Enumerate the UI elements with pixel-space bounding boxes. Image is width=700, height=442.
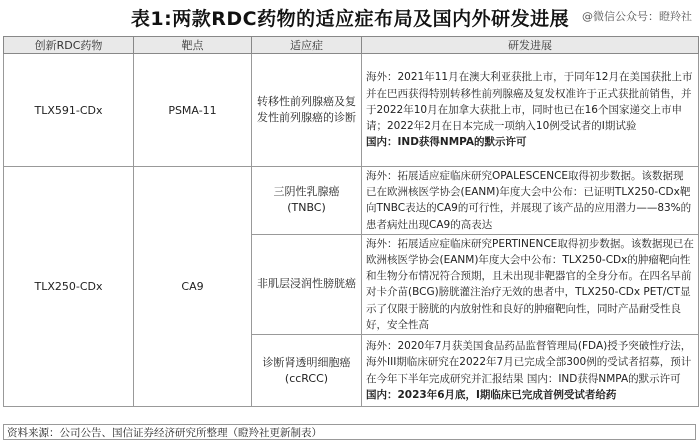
progress-overseas: 海外：拓展适应症临床研究PERTINENCE取得初步数据。该数据现已在欧洲核医学协会(EANM)年度大会中公布：TLX250-CDx的肿瘤靶向性和生物分布情况符合预期，且未出现非靶器官的全身分布。在四名早前对卡介苗(BCG)膀胱灌注治疗无效的患者中，TLX250-CDx PET/CT显示了仅限于膀胱的内放射性和良好的肿瘤靶向性，同时产品耐受性良好，安全性高: [366, 237, 694, 331]
progress-cell: [362, 234, 699, 334]
drug-cell: TLX250-CDx: [4, 167, 134, 407]
source-footnote: 资料来源：公司公告、国信证券经济研究所整理（瞪羚社更新制表）: [3, 424, 696, 440]
progress-overseas: 海外：拓展适应症临床研究OPALESCENCE取得初步数据。该数据现已在欧洲核医学协会(EANM)年度大会中公布：已证明TLX250-CDx靶向TNBC表达的CA9的可行性，并展现了该产品的应用潜力——83%的患者病灶出现CA9的高表达: [366, 170, 692, 231]
table-row: [4, 167, 699, 235]
header-indication: 适应症: [252, 37, 362, 54]
header-drug: 创新RDC药物: [4, 37, 134, 54]
header-target: 靶点: [134, 37, 252, 54]
progress-overseas: 海外：2020年7月获美国食品药品监督管理局(FDA)授予突破性疗法，海外III期临床研究在2022年7月已完成全部300例的受试者招募，预计在今年下半年完成研究并汇报结果 国内：IND获得NMPA的默示许可: [366, 340, 692, 385]
indication-cell: 非肌层浸润性膀胱癌: [252, 234, 362, 334]
rdc-table: [3, 36, 699, 407]
progress-cell: [362, 54, 699, 167]
indication-cell: 转移性前列腺癌及复发性前列腺癌的诊断: [252, 54, 362, 167]
table-row: [4, 54, 699, 167]
progress-domestic: 国内：IND获得NMPA的默示许可: [366, 136, 527, 149]
progress-cell: [362, 167, 699, 235]
indication-cell: 诊断肾透明细胞癌(ccRCC): [252, 335, 362, 407]
target-cell: PSMA-11: [134, 54, 252, 167]
progress-cell: [362, 335, 699, 407]
header-row: [4, 37, 699, 54]
header-progress: 研发进展: [362, 37, 699, 54]
progress-domestic: 国内：2023年6月底，I期临床已完成首例受试者给药: [366, 388, 617, 401]
progress-overseas: 海外：2021年11月在澳大利亚获批上市，于同年12月在美国获批上市并在巴西获得特别转移性前列腺癌及复发权准许于正式获批前销售，并于2022年10月在加拿大获批上市，同时也已在16个国家递交上市申请；2022年2月在日本完成一项纳入10例受试者的I期试验: [366, 71, 693, 133]
drug-cell: TLX591-CDx: [4, 54, 134, 167]
watermark: @微信公众号：瞪羚社: [582, 10, 692, 23]
target-cell: CA9: [134, 167, 252, 407]
indication-cell: 三阴性乳腺癌(TNBC): [252, 167, 362, 235]
table-title: 表1:两款RDC药物的适应症布局及国内外研发进展: [130, 8, 570, 30]
